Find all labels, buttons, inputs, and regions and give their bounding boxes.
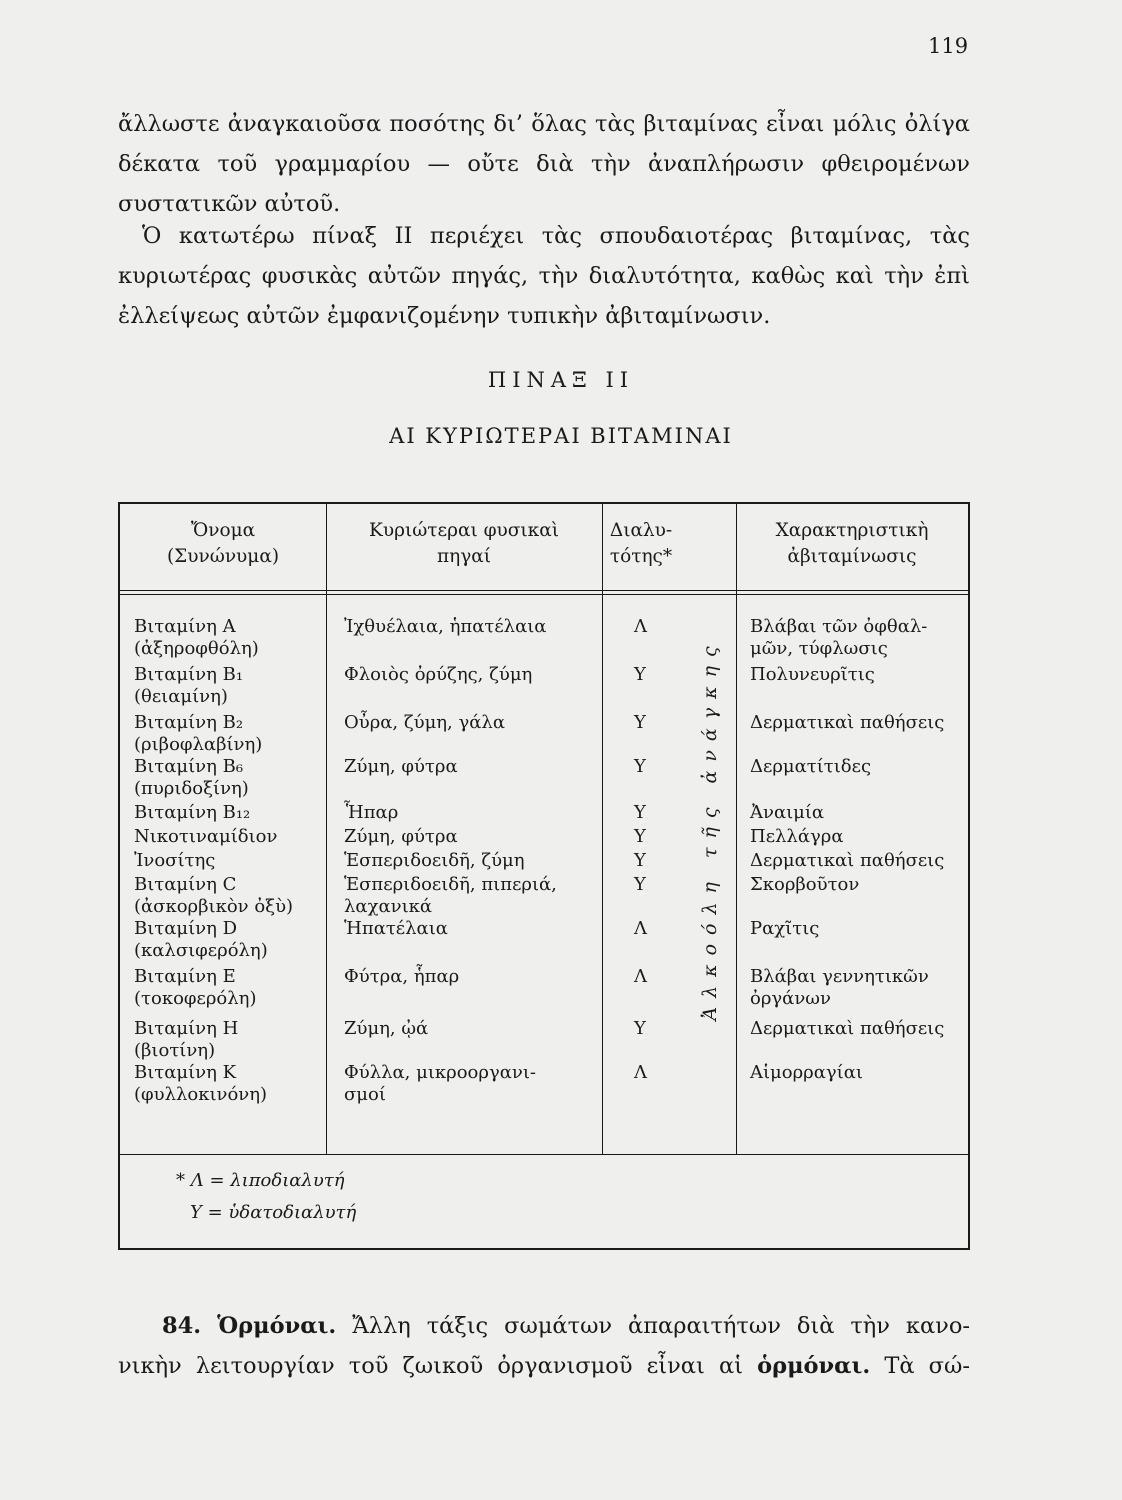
vitamin-source: Ζύμη, φύτρα <box>344 826 458 847</box>
vitamin-name: Βιταμίνη Κ <box>134 1062 237 1083</box>
column-divider <box>326 504 327 1154</box>
vitamin-synonym: (ἀξηροφθόλη) <box>134 638 259 659</box>
header-line: πηγαί <box>436 546 492 567</box>
vitamin-source: σμοί <box>344 1084 386 1105</box>
text-line: συστατικῶν αὐτοῦ. <box>118 191 341 217</box>
vitamin-source: Ἡπατέλαια <box>344 918 448 939</box>
vitamin-solubility: Λ <box>634 966 647 987</box>
vertical-note-text: Ἀλκοόλη τῆς ἀνάγκης <box>699 637 721 1021</box>
vitamin-name: Νικοτιναμίδιον <box>134 826 278 847</box>
vitamin-source: Ἰχθυέλαια, ἡπατέλαια <box>344 616 547 637</box>
header-name <box>120 518 326 604</box>
vitamin-deficiency: Πολυνευρῖτις <box>750 664 875 685</box>
vitamin-solubility: Υ <box>634 712 646 733</box>
section-title: Ὁρμόναι. <box>217 1313 337 1339</box>
text-line <box>118 1306 970 1346</box>
text-line: κυριωτέρας φυσικὰς αὐτῶν πηγάς, τὴν διαλυτότητα, καθὼς καὶ τὴν ἐπὶ <box>118 263 970 289</box>
vitamin-synonym: (φυλλοκινόνη) <box>134 1084 268 1105</box>
vitamin-solubility: Υ <box>634 826 646 847</box>
column-divider <box>602 504 603 1154</box>
header-line: τότης* <box>609 546 673 567</box>
vitamin-synonym: (ριβοφλαβίνη) <box>134 734 263 755</box>
footnote-hydro: Υ = ὑδατοδιαλυτή <box>190 1202 357 1223</box>
vitamin-solubility: Λ <box>634 616 647 637</box>
text-segment: Τὰ σώ- <box>884 1353 970 1379</box>
text-segment: Ἄλλη τάξις σωμάτων ἀπαραιτήτων διὰ τὴν κανο- <box>352 1313 971 1339</box>
header-line: (Συνώνυμα) <box>166 546 280 567</box>
text-line <box>118 1346 970 1386</box>
bold-term: ὁρμόναι. <box>757 1353 871 1379</box>
vitamin-source: Φύλλα, μικροοργανι- <box>344 1062 536 1083</box>
vitamin-deficiency: Δερματίτιδες <box>750 756 872 777</box>
table-subtitle: ΑΙ ΚΥΡΙΩΤΕΡΑΙ ΒΙΤΑΜΙΝΑΙ <box>389 424 733 448</box>
vitamin-name: Βιταμίνη B₁ <box>134 664 244 685</box>
header-solubility <box>602 518 680 604</box>
vitamin-deficiency: Αἱμορραγίαι <box>750 1062 863 1083</box>
vitamin-synonym: (καλσιφερόλη) <box>134 940 268 961</box>
vitamin-deficiency: Ἀναιμία <box>750 802 825 823</box>
vitamin-name: Βιταμίνη D <box>134 918 238 939</box>
vitamin-source: Ἑσπεριδοειδῆ, ζύμη <box>344 850 525 871</box>
vitamin-solubility: Λ <box>634 918 647 939</box>
vitamin-deficiency: Βλάβαι τῶν ὀφθαλ- <box>750 616 928 637</box>
vitamin-solubility: Υ <box>634 850 646 871</box>
text-segment: νικὴν λειτουργίαν τοῦ ζωικοῦ ὀργανισμοῦ εἶναι αἱ <box>118 1353 743 1379</box>
header-sources <box>326 518 602 604</box>
vitamins-table <box>118 502 970 1250</box>
section-number: 84. <box>162 1313 202 1339</box>
vitamin-deficiency: μῶν, τύφλωσις <box>750 638 888 659</box>
vitamin-deficiency: Δερματικαὶ παθήσεις <box>750 1018 945 1039</box>
vitamin-source: Φύτρα, ἧπαρ <box>344 966 460 987</box>
vitamin-deficiency: Σκορβοῦτον <box>750 874 860 895</box>
vitamin-deficiency: ὀργάνων <box>750 988 831 1009</box>
vitamin-solubility: Υ <box>634 664 646 685</box>
vitamin-solubility: Υ <box>634 874 646 895</box>
vitamin-source: λαχανικά <box>344 896 433 917</box>
vitamin-name: Ἰνοσίτης <box>134 850 216 871</box>
vitamin-source: Ἑσπεριδοειδῆ, πιπεριά, <box>344 874 557 895</box>
vitamin-source: Οὖρα, ζύμη, γάλα <box>344 712 505 733</box>
text-line: Ὁ κατωτέρω πίναξ II περιέχει τὰς σπουδαιοτέρας βιταμίνας, τὰς <box>142 223 970 249</box>
paragraph-2 <box>118 216 970 336</box>
header-line: Κυριώτεραι φυσικαὶ <box>369 520 559 541</box>
vitamin-deficiency: Πελλάγρα <box>750 826 844 847</box>
footnote-lipo: * Λ = λιποδιαλυτή <box>176 1170 345 1191</box>
paragraph-3 <box>118 1306 970 1386</box>
vitamin-synonym: (ἀσκορβικὸν ὀξὺ) <box>134 896 294 917</box>
header-deficiency <box>736 518 968 604</box>
text-line: ἐλλείψεως αὐτῶν ἐμφανιζομένην τυπικὴν ἀβιταμίνωσιν. <box>118 303 771 329</box>
vitamin-deficiency: Δερματικαὶ παθήσεις <box>750 712 945 733</box>
vitamin-name: Βιταμίνη B₂ <box>134 712 244 733</box>
vitamin-synonym: (πυριδοξίνη) <box>134 778 249 799</box>
footnote-divider <box>120 1154 968 1155</box>
vitamin-source: Ἧπαρ <box>344 802 399 823</box>
header-line: Χαρακτηριστικὴ <box>775 520 929 541</box>
vitamin-name: Βιταμίνη Ε <box>134 966 236 987</box>
vitamin-name: Βιταμίνη Η <box>134 1018 239 1039</box>
vitamin-deficiency: Δερματικαὶ παθήσεις <box>750 850 945 871</box>
paragraph-1 <box>118 104 970 224</box>
vitamin-synonym: (βιοτίνη) <box>134 1040 216 1061</box>
vitamin-synonym: (θειαμίνη) <box>134 686 228 707</box>
vitamin-solubility: Λ <box>634 1062 647 1083</box>
header-line: Ὄνομα <box>190 520 256 541</box>
vitamin-source: Ζύμη, φύτρα <box>344 756 458 777</box>
vitamin-solubility: Υ <box>634 802 646 823</box>
header-divider <box>120 590 968 591</box>
header-line: ἀβιταμίνωσις <box>787 546 917 567</box>
vitamin-solubility: Υ <box>634 1018 646 1039</box>
vitamin-name: Βιταμίνη B₆ <box>134 756 244 777</box>
vitamin-solubility: Υ <box>634 756 646 777</box>
page-number: 119 <box>928 34 969 58</box>
vitamin-source: Φλοιὸς ὀρύζης, ζύμη <box>344 664 533 685</box>
text-line: δέκατα τοῦ γραμμαρίου — οὔτε διὰ τὴν ἀναπλήρωσιν φθειρομένων <box>118 151 970 177</box>
table-title: ΠΙΝΑΞ II <box>487 368 635 392</box>
header-line: Διαλυ- <box>609 520 673 541</box>
vitamin-synonym: (τοκοφερόλη) <box>134 988 257 1009</box>
vitamin-name: Βιταμίνη Α <box>134 616 236 637</box>
header-divider <box>120 594 968 595</box>
vitamin-deficiency: Βλάβαι γεννητικῶν <box>750 966 929 987</box>
solubility-vertical-note <box>680 594 740 1064</box>
text-line: ἄλλωστε ἀναγκαιοῦσα ποσότης δι’ ὅλας τὰς βιταμίνας εἶναι μόλις ὀλίγα <box>118 111 970 137</box>
vitamin-name: Βιταμίνη B₁₂ <box>134 802 251 823</box>
vitamin-source: Ζύμη, ᾠά <box>344 1018 429 1039</box>
vitamin-deficiency: Ραχῖτις <box>750 918 820 939</box>
vitamin-name: Βιταμίνη C <box>134 874 237 895</box>
